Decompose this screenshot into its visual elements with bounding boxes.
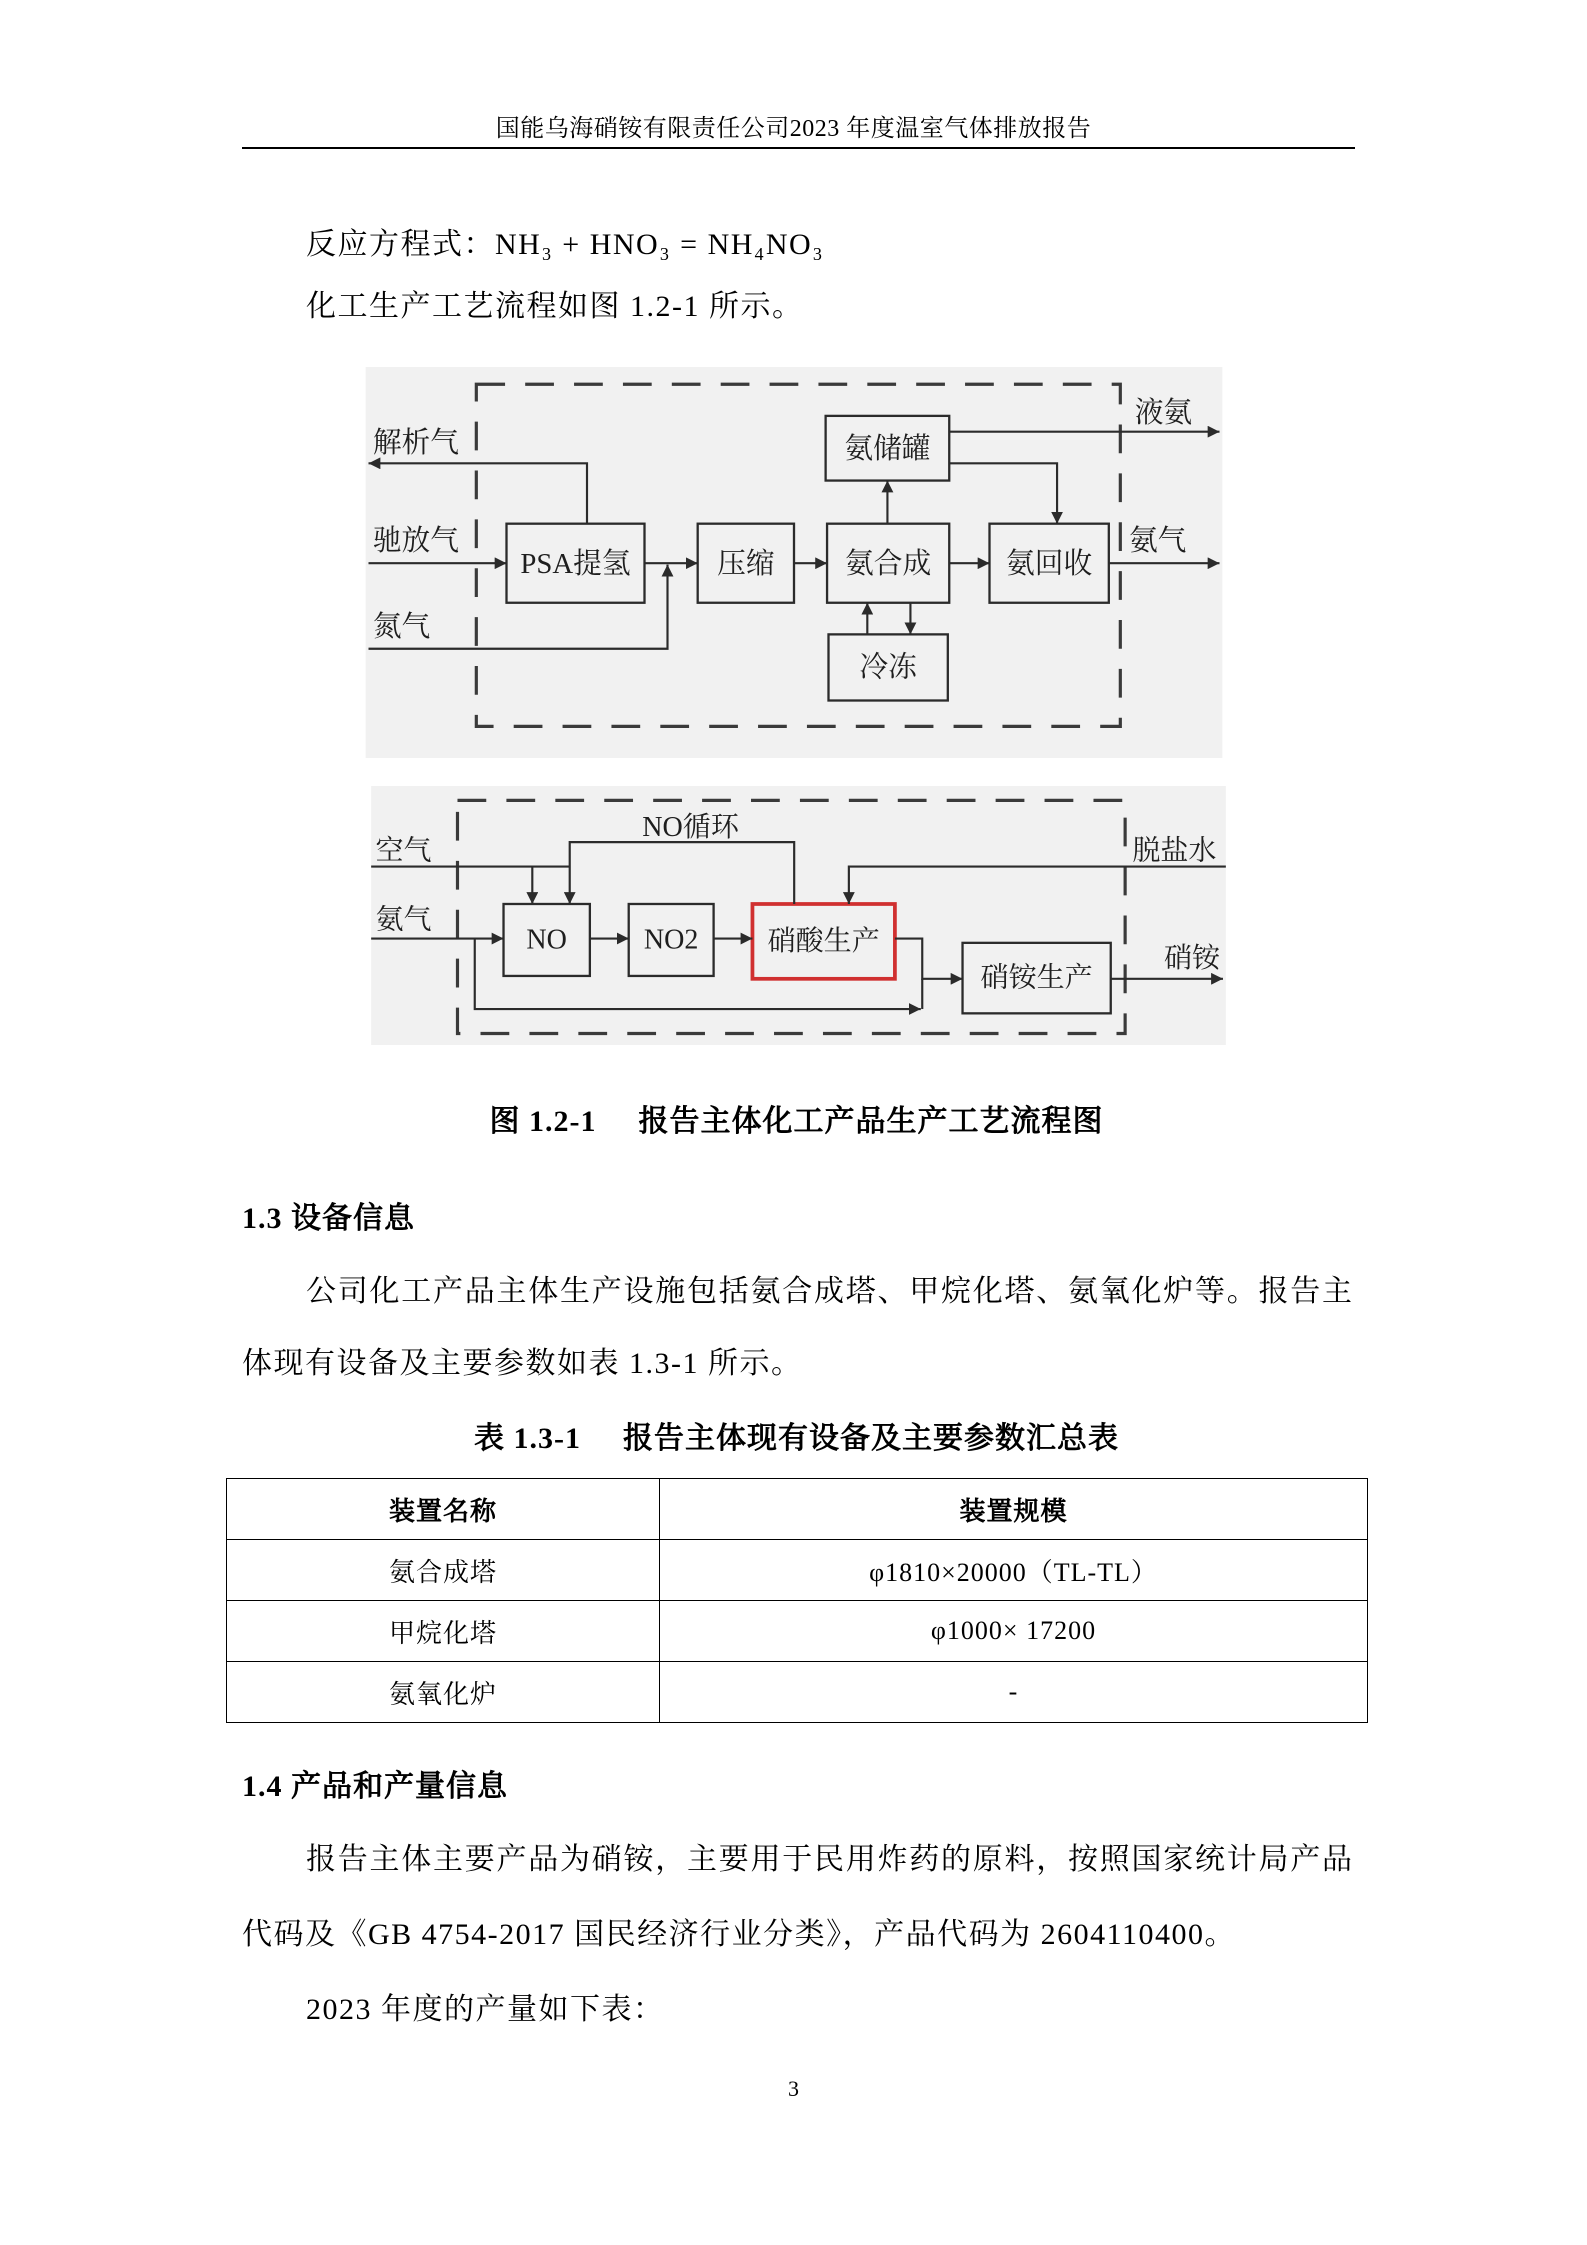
demineralized-water-label: 脱盐水 [1132, 835, 1217, 867]
table-caption-number: 表 1.3-1 [474, 1422, 581, 1455]
no-label: NO [526, 924, 567, 956]
table-cell-device-name: 氨合成塔 [227, 1540, 660, 1601]
ammonia-input-label: 氨气 [375, 904, 432, 936]
ammonia-process-diagram [365, 367, 1223, 758]
figure-caption-number: 图 1.2-1 [489, 1105, 597, 1138]
no2-label: NO2 [643, 924, 699, 956]
refrigeration-label: 冷冻 [859, 651, 917, 684]
equipment-paragraph-line-2: 体现有设备及主要参数如表 1.3-1 所示。 [242, 1347, 803, 1380]
purge-gas-label: 驰放气 [372, 524, 460, 557]
ammonium-nitrate-production-label: 硝铵生产 [980, 962, 1093, 994]
figure-caption-title: 报告主体化工产品生产工艺流程图 [638, 1105, 1104, 1138]
equipment-paragraph-line-1: 公司化工产品主体生产设施包括氨合成塔、甲烷化塔、氨氧化炉等。报告主 [306, 1275, 1353, 1308]
figure-caption [0, 1100, 1587, 1144]
table-cell-device-name: 甲烷化塔 [227, 1601, 660, 1662]
section-heading-equipment: 1.3 设备信息 [242, 1202, 415, 1235]
table-cell-device-scale: - [660, 1662, 1368, 1723]
equipment-table [226, 1478, 1368, 1723]
air-label: 空气 [375, 835, 432, 867]
no-recycle-label: NO循环 [642, 812, 739, 844]
desorption-gas-label: 解析气 [372, 427, 460, 460]
table-cell-device-scale: φ1000× 17200 [660, 1601, 1368, 1662]
table-cell-device-name: 氨氧化炉 [227, 1662, 660, 1723]
ammonia-storage-tank-label: 氨储罐 [844, 432, 931, 465]
nitrogen-label: 氮气 [372, 611, 431, 644]
reaction-formula: NH₃ + HNO₃ = NH₄NO₃ [495, 228, 825, 261]
ammonium-nitrate-output-label: 硝铵 [1163, 943, 1221, 975]
ammonia-recovery-label: 氨回收 [1006, 547, 1093, 580]
table-caption-title: 报告主体现有设备及主要参数汇总表 [623, 1422, 1119, 1455]
ammonia-synthesis-label: 氨合成 [845, 547, 932, 580]
column-header-device-name: 装置名称 [227, 1479, 660, 1540]
nitrate-process-diagram [371, 786, 1226, 1045]
running-header-title: 国能乌海硝铵有限责任公司2023 年度温室气体排放报告 [495, 116, 1092, 142]
table-row [227, 1601, 1368, 1662]
flow-intro-text: 化工生产工艺流程如图 1.2-1 所示。 [306, 290, 804, 323]
header-rule [242, 147, 1355, 149]
table-header-row [227, 1479, 1368, 1540]
page-number: 3 [788, 2076, 799, 2101]
reaction-equation-line [306, 223, 824, 267]
diagram-background [371, 786, 1226, 1045]
table-cell-device-scale: φ1810×20000（TL-TL） [660, 1540, 1368, 1601]
products-paragraph-line-2: 代码及《GB 4754-2017 国民经济行业分类》，产品代码为 2604110400。 [242, 1918, 1237, 1951]
nitric-acid-production-label: 硝酸生产 [767, 925, 880, 957]
ammonia-gas-label: 氨气 [1128, 524, 1187, 557]
section-heading-products: 1.4 产品和产量信息 [242, 1770, 508, 1803]
column-header-device-scale: 装置规模 [660, 1479, 1368, 1540]
output-intro-text: 2023 年度的产量如下表： [306, 1993, 665, 2026]
products-paragraph-line-1: 报告主体主要产品为硝铵，主要用于民用炸药的原料，按照国家统计局产品 [306, 1843, 1353, 1876]
table-row [227, 1540, 1368, 1601]
psa-label: PSA提氢 [520, 547, 631, 580]
reaction-label: 反应方程式： [306, 228, 495, 261]
liquid-ammonia-label: 液氨 [1134, 397, 1193, 429]
compression-label: 压缩 [717, 547, 775, 580]
table-row [227, 1662, 1368, 1723]
table-caption [0, 1417, 1587, 1461]
